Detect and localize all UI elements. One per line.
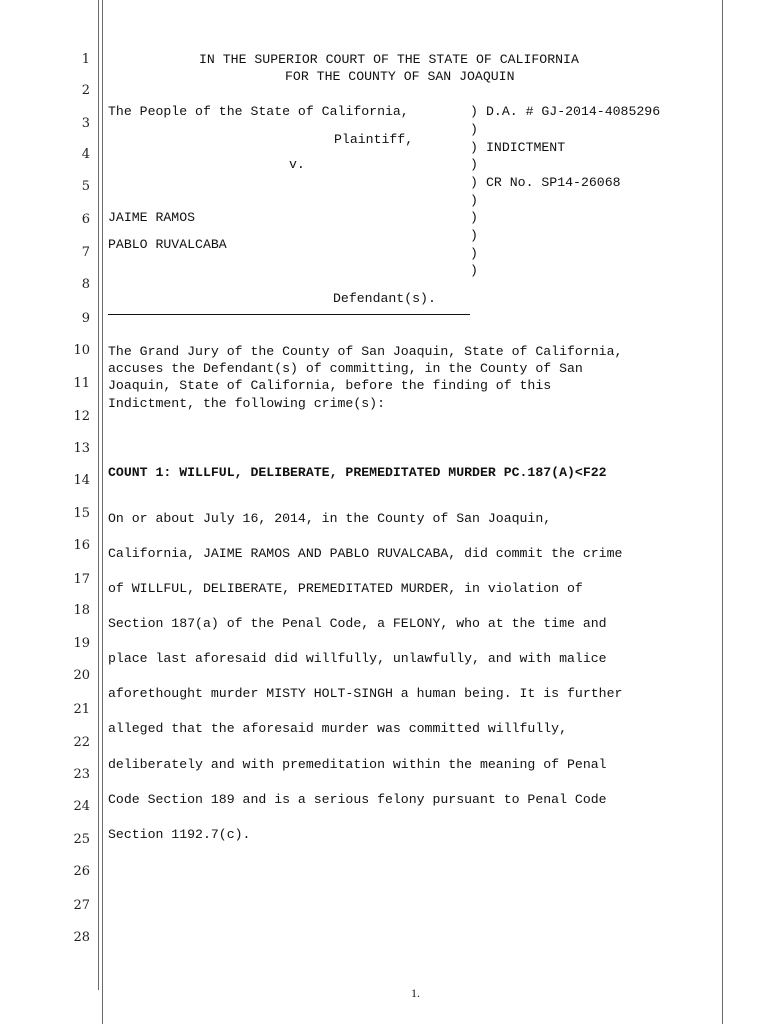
line-number: 22	[73, 735, 90, 750]
page-number: 1.	[411, 986, 420, 1000]
line-number: 13	[73, 441, 90, 456]
line-number: 17	[73, 572, 90, 587]
defendant-2: PABLO RUVALCABA	[108, 237, 227, 252]
cr-number: CR No. SP14-26068	[486, 175, 621, 190]
plaintiff-name: The People of the State of California,	[108, 104, 409, 119]
line-number: 18	[73, 603, 90, 618]
caption-paren: )	[470, 157, 478, 172]
line-number: 28	[73, 930, 90, 945]
line-number: 15	[73, 506, 90, 521]
line-number: 4	[81, 147, 90, 162]
defendant-1: JAIME RAMOS	[108, 210, 196, 225]
line-number: 23	[73, 767, 90, 782]
caption-paren: )	[470, 104, 478, 119]
line-number: 25	[73, 832, 90, 847]
left-margin-rule-inner	[102, 0, 103, 1024]
line-number: 14	[73, 473, 90, 488]
caption-paren: )	[470, 210, 478, 225]
count-body-line: deliberately and with premeditation within the meaning of Penal	[108, 757, 607, 772]
versus: v.	[289, 157, 305, 172]
caption-paren: )	[470, 175, 478, 190]
document-type: INDICTMENT	[486, 140, 566, 155]
count-body-line: of WILLFUL, DELIBERATE, PREMEDITATED MURDER, in violation of	[108, 581, 583, 596]
court-title-line2: FOR THE COUNTY OF SAN JOAQUIN	[285, 69, 515, 84]
line-number: 21	[73, 702, 90, 717]
line-number: 27	[73, 898, 90, 913]
line-number: 24	[73, 799, 90, 814]
line-number: 1	[81, 52, 90, 67]
line-number: 16	[73, 538, 90, 553]
line-number: 2	[81, 83, 90, 98]
count-body-line: place last aforesaid did willfully, unlawfully, and with malice	[108, 651, 607, 666]
line-number: 12	[73, 409, 90, 424]
caption-paren: )	[470, 246, 478, 261]
line-number: 26	[73, 864, 90, 879]
count-body-line: California, JAIME RAMOS AND PABLO RUVALCABA, did commit the crime	[108, 546, 623, 561]
intro-line: Indictment, the following crime(s):	[108, 396, 385, 411]
caption-paren: )	[470, 263, 478, 278]
defendant-label: Defendant(s).	[333, 291, 436, 306]
intro-line: The Grand Jury of the County of San Joaquin, State of California,	[108, 344, 623, 359]
line-number: 10	[73, 343, 90, 358]
intro-line: accuses the Defendant(s) of committing, in the County of San	[108, 361, 583, 376]
line-number: 7	[81, 245, 90, 260]
line-number: 9	[81, 311, 90, 326]
caption-underline	[108, 314, 470, 315]
da-number: D.A. # GJ-2014-4085296	[486, 104, 661, 119]
left-margin-rule-outer	[98, 0, 99, 990]
line-number: 5	[81, 179, 90, 194]
caption-paren: )	[470, 122, 478, 137]
line-number: 3	[81, 116, 90, 131]
intro-line: Joaquin, State of California, before the finding of this	[108, 378, 552, 393]
count-body-line: alleged that the aforesaid murder was committed willfully,	[108, 721, 567, 736]
line-number: 8	[81, 277, 90, 292]
count-body-line: Section 187(a) of the Penal Code, a FELONY, who at the time and	[108, 616, 607, 631]
line-number: 6	[81, 212, 90, 227]
count-body-line: aforethought murder MISTY HOLT-SINGH a human being. It is further	[108, 686, 623, 701]
line-number: 19	[73, 636, 90, 651]
caption-paren: )	[470, 193, 478, 208]
court-title-line1: IN THE SUPERIOR COURT OF THE STATE OF CALIFORNIA	[199, 52, 579, 67]
caption-paren: )	[470, 228, 478, 243]
count-body-line: On or about July 16, 2014, in the County of San Joaquin,	[108, 511, 552, 526]
line-number: 20	[73, 668, 90, 683]
count-body-line: Code Section 189 and is a serious felony pursuant to Penal Code	[108, 792, 607, 807]
count-heading: COUNT 1: WILLFUL, DELIBERATE, PREMEDITATED MURDER PC.187(A)<F22	[108, 465, 607, 480]
count-body-line: Section 1192.7(c).	[108, 827, 251, 842]
caption-paren: )	[470, 140, 478, 155]
plaintiff-label: Plaintiff,	[334, 132, 414, 147]
right-margin-rule	[722, 0, 723, 1024]
line-number: 11	[73, 376, 90, 391]
